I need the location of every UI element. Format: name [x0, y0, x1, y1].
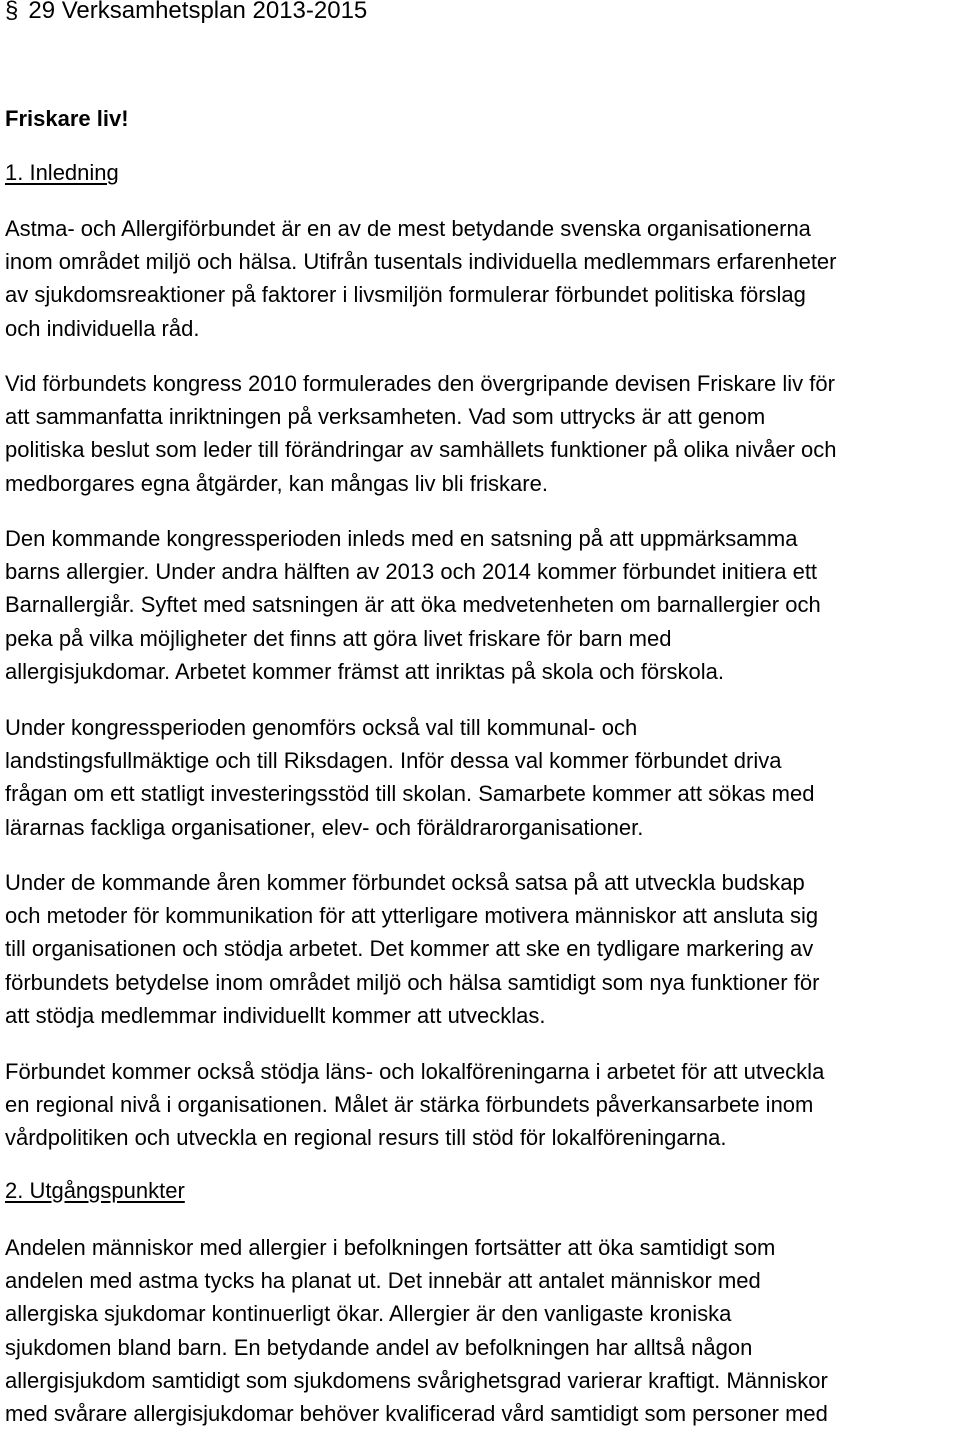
paragraph-line: vårdpolitiken och utveckla en regional resurs till stöd för lokalföreningarna. — [5, 1125, 727, 1151]
paragraph-line: Astma- och Allergiförbundet är en av de mest betydande svenska organisationerna — [5, 216, 811, 241]
document-subtitle: Friskare liv! — [5, 106, 129, 131]
paragraph-line: och individuella råd. — [5, 315, 200, 341]
paragraph-line: peka på vilka möjligheter det finns att göra livet friskare för barn med — [5, 625, 672, 651]
section-symbol: § — [5, 0, 19, 24]
paragraph-line: Den kommande kongressperioden inleds med en satsning på att uppmärksamma — [5, 526, 798, 551]
paragraph-line: att stödja medlemmar individuellt kommer att utvecklas. — [5, 1002, 546, 1028]
paragraph — [5, 711, 960, 844]
paragraph-line: andelen med astma tycks ha planat ut. Det innebär att antalet människor med — [5, 1268, 761, 1294]
paragraph-line: Barnallergiår. Syftet med satsningen är att öka medvetenheten om barnallergier och — [5, 592, 821, 618]
paragraph-line: en regional nivå i organisationen. Målet är stärka förbundets påverkansarbete inom — [5, 1092, 814, 1118]
paragraph-line: allergisjukdomar. Arbetet kommer främst att inriktas på skola och förskola. — [5, 658, 724, 684]
paragraph-line: förbundets betydelse inom området miljö och hälsa samtidigt som nya funktioner för — [5, 969, 820, 995]
paragraph — [5, 1231, 960, 1430]
document-heading — [5, 0, 367, 26]
document-heading-text: 29 Verksamhetsplan 2013-2015 — [28, 0, 368, 24]
paragraph — [5, 1055, 960, 1155]
paragraph-line: medborgares egna åtgärder, kan mångas liv bli friskare. — [5, 470, 548, 496]
paragraph — [5, 522, 960, 688]
paragraph-line: barns allergier. Under andra hälften av 2013 och 2014 kommer förbundet initiera ett — [5, 559, 818, 585]
paragraph-line: att sammanfatta inriktningen på verksamheten. Vad som uttrycks är att genom — [5, 404, 766, 430]
paragraph-line: allergisjukdom samtidigt som sjukdomens svårighetsgrad varierar kraftigt. Människor — [5, 1367, 828, 1393]
paragraph — [5, 212, 960, 345]
paragraph-line: frågan om ett statligt investeringsstöd till skolan. Samarbete kommer att sökas med — [5, 781, 815, 807]
paragraph-line: lärarnas fackliga organisationer, elev- och föräldrarorganisationer. — [5, 814, 644, 840]
paragraph — [5, 866, 960, 1032]
paragraph-line: med svårare allergisjukdomar behöver kvalificerad vård samtidigt som personer med — [5, 1400, 828, 1426]
paragraph-line: allergiska sjukdomar kontinuerligt ökar. Allergier är den vanligaste kroniska — [5, 1301, 732, 1327]
paragraph-line: Förbundet kommer också stödja läns- och lokalföreningarna i arbetet för att utveckla — [5, 1059, 825, 1084]
section-title-inledning: 1. Inledning — [5, 160, 119, 185]
paragraph-line: Andelen människor med allergier i befolkningen fortsätter att öka samtidigt som — [5, 1235, 776, 1260]
section-title-utgangspunkter: 2. Utgångspunkter — [5, 1178, 185, 1203]
paragraph-line: sjukdomen bland barn. En betydande andel av befolkningen har alltså någon — [5, 1334, 753, 1360]
paragraph-line: politiska beslut som leder till förändringar av samhällets funktioner på olika nivåer och — [5, 437, 837, 463]
paragraph — [5, 367, 960, 500]
paragraph-line: till organisationen och stödja arbetet. Det kommer att ske en tydligare markering av — [5, 936, 814, 962]
paragraph-line: landstingsfullmäktige och till Riksdagen. Inför dessa val kommer förbundet driva — [5, 748, 782, 774]
paragraph-line: Vid förbundets kongress 2010 formulerades den övergripande devisen Friskare liv för — [5, 371, 835, 396]
paragraph-line: Under kongressperioden genomförs också val till kommunal- och — [5, 715, 638, 740]
paragraph-line: inom området miljö och hälsa. Utifrån tusentals individuella medlemmars erfarenheter — [5, 249, 837, 275]
paragraph-line: och metoder för kommunikation för att ytterligare motivera människor att ansluta sig — [5, 903, 819, 929]
paragraph-line: av sjukdomsreaktioner på faktorer i livsmiljön formulerar förbundet politiska förslag — [5, 282, 806, 308]
paragraph-line: Under de kommande åren kommer förbundet också satsa på att utveckla budskap — [5, 870, 805, 895]
